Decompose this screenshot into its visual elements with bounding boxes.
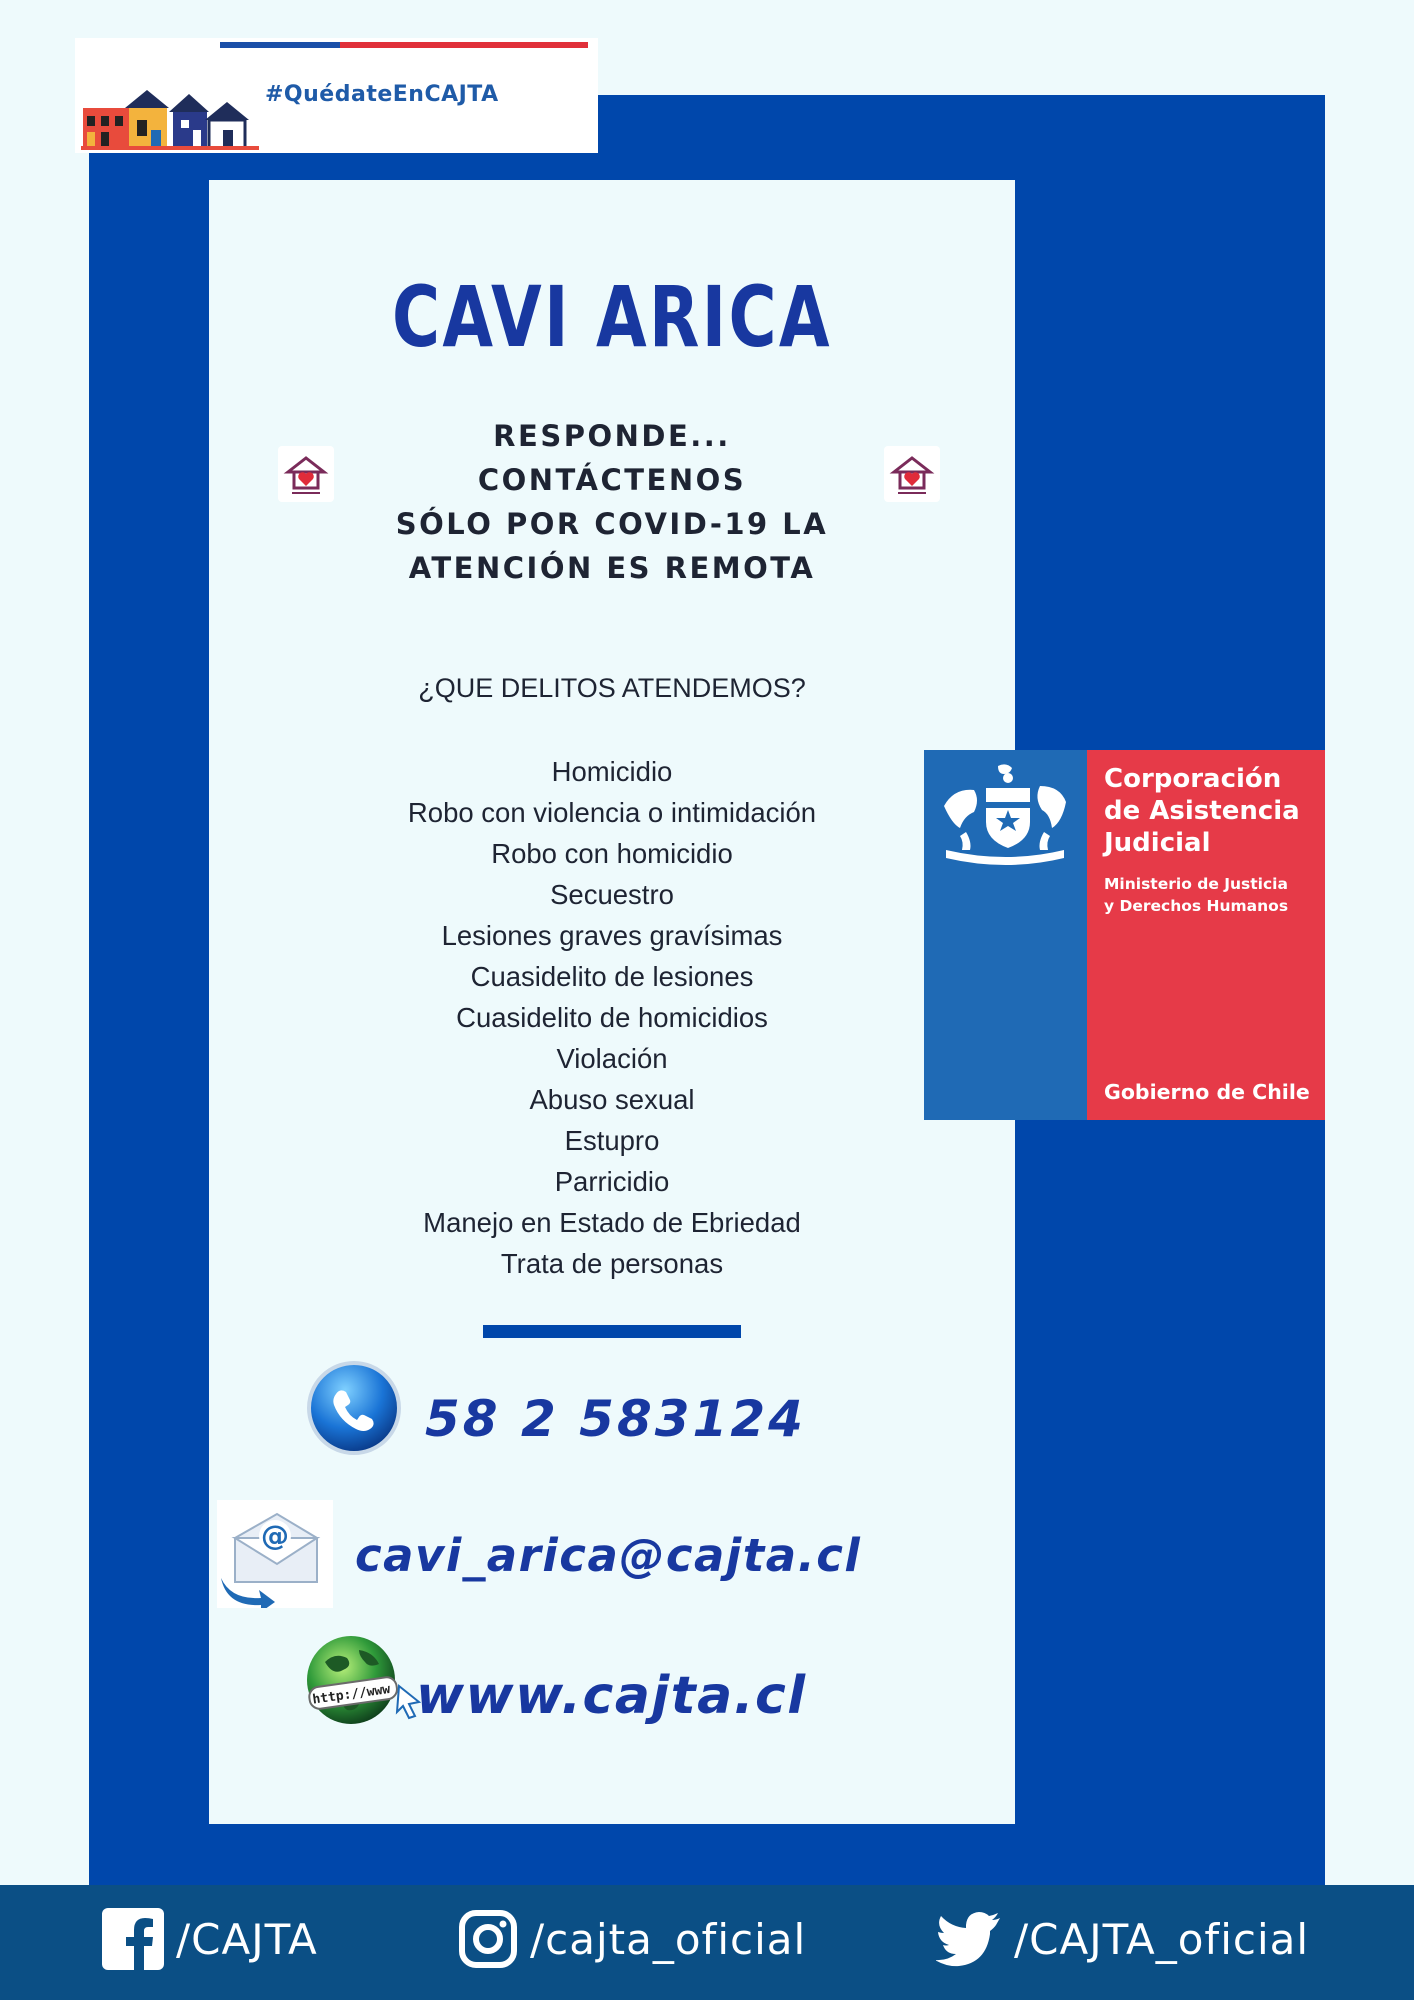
instagram-icon	[458, 1909, 518, 1969]
section-divider	[483, 1325, 741, 1338]
subtitle-line: SÓLO POR COVID-19 LA	[395, 507, 829, 541]
svg-text:@: @	[261, 1519, 289, 1552]
page-title: CAVI ARICA	[392, 268, 832, 366]
subtitle-line: RESPONDE...	[493, 419, 731, 453]
government-label: Gobierno de Chile	[1104, 1080, 1310, 1104]
ministry-line: Ministerio de Justicia	[1104, 875, 1288, 893]
houses-icon	[81, 86, 261, 150]
hashtag-text: #QuédateEnCAJTA	[265, 82, 499, 107]
crimes-list	[209, 751, 1015, 1284]
social-footer	[0, 1885, 1414, 2000]
instagram-link[interactable]	[458, 1907, 806, 1971]
website-link[interactable]: www.cajta.cl	[416, 1666, 807, 1726]
flag-stripe-red	[340, 42, 588, 48]
crime-item: Violación	[556, 1043, 668, 1074]
crime-item: Secuestro	[550, 879, 674, 910]
email-address[interactable]: cavi_arica@cajta.cl	[355, 1529, 862, 1582]
crime-item: Cuasidelito de lesiones	[470, 961, 754, 992]
org-name-line: Judicial	[1104, 828, 1211, 858]
org-name-line: Corporación	[1104, 764, 1282, 794]
crime-item: Estupro	[564, 1125, 660, 1156]
facebook-icon	[102, 1908, 164, 1970]
crimes-question: ¿QUE DELITOS ATENDEMOS?	[418, 673, 806, 703]
ministry-name	[1104, 873, 1324, 917]
globe-web-icon	[303, 1632, 421, 1732]
email-icon	[217, 1500, 333, 1608]
crime-item: Lesiones graves gravísimas	[441, 920, 783, 951]
instagram-handle: /cajta_oficial	[530, 1914, 807, 1964]
twitter-handle: /CAJTA_oficial	[1014, 1914, 1310, 1964]
crime-item: Manejo en Estado de Ebriedad	[423, 1207, 801, 1238]
org-name-line: de Asistencia	[1104, 796, 1300, 826]
hashtag-banner	[75, 38, 598, 153]
subtitle	[209, 414, 1015, 590]
crime-item: Robo con violencia o intimidación	[407, 797, 817, 828]
phone-number[interactable]: 58 2 583124	[425, 1390, 806, 1448]
facebook-handle: /CAJTA	[176, 1914, 318, 1964]
svg-text:http://www: http://www	[311, 1681, 392, 1708]
coat-of-arms-icon	[936, 762, 1074, 872]
crime-item: Parricidio	[554, 1166, 670, 1197]
ministry-line: y Derechos Humanos	[1104, 897, 1289, 915]
twitter-icon	[936, 1911, 1002, 1967]
subtitle-line: CONTÁCTENOS	[477, 463, 747, 497]
cajta-logo	[924, 750, 1325, 1120]
twitter-link[interactable]	[936, 1907, 1309, 1971]
crime-item: Homicidio	[551, 756, 673, 787]
phone-icon	[304, 1358, 404, 1458]
crime-item: Cuasidelito de homicidios	[456, 1002, 768, 1033]
crime-item: Trata de personas	[500, 1248, 724, 1279]
org-name	[1104, 763, 1324, 859]
crime-item: Abuso sexual	[529, 1084, 695, 1115]
flag-stripe-blue	[220, 42, 340, 48]
crime-item: Robo con homicidio	[491, 838, 733, 869]
subtitle-line: ATENCIÓN ES REMOTA	[408, 551, 816, 585]
facebook-link[interactable]	[102, 1907, 318, 1971]
